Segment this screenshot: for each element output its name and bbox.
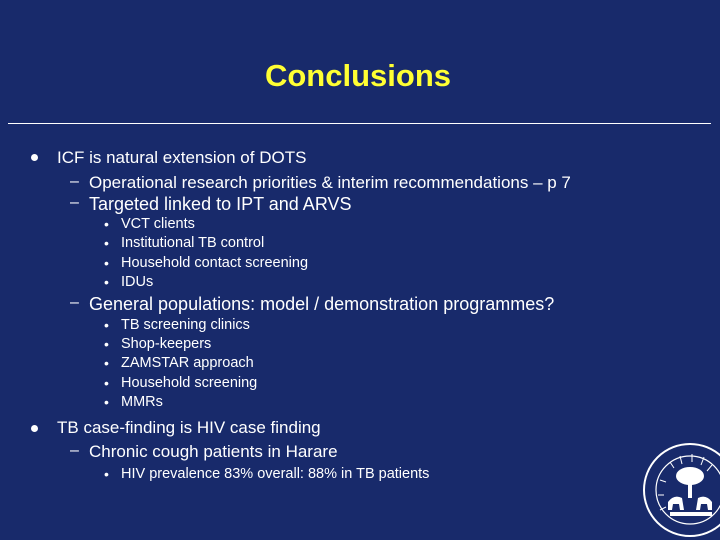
bullet-icon xyxy=(31,425,38,432)
dot-marker: • xyxy=(104,216,109,232)
sub-general-populations: General populations: model / demonstration programmes? xyxy=(89,294,555,314)
dot-marker: • xyxy=(104,375,109,391)
dash-marker: – xyxy=(70,194,79,211)
bullet-icf: ICF is natural extension of DOTS xyxy=(57,148,307,167)
item-institutional-tb: Institutional TB control xyxy=(121,235,265,251)
dot-marker: • xyxy=(104,394,109,410)
dot-marker: • xyxy=(104,235,109,251)
item-household-contact: Household contact screening xyxy=(121,255,309,271)
university-seal-icon xyxy=(640,440,720,540)
bullet-icon xyxy=(31,154,38,161)
item-mmrs: MMRs xyxy=(121,394,163,410)
sub-operational-research: Operational research priorities & interim recommendations – p 7 xyxy=(89,173,571,192)
sub-chronic-cough: Chronic cough patients in Harare xyxy=(89,442,338,461)
dot-marker: • xyxy=(104,255,109,271)
item-hiv-prevalence: HIV prevalence 83% overall: 88% in TB patients xyxy=(121,466,430,482)
dash-marker: – xyxy=(70,173,79,190)
item-household-screening: Household screening xyxy=(121,375,258,391)
slide-title: Conclusions xyxy=(264,58,451,93)
dot-marker: • xyxy=(104,355,109,371)
dot-marker: • xyxy=(104,274,109,290)
dash-marker: – xyxy=(70,294,79,311)
sub-targeted: Targeted linked to IPT and ARVS xyxy=(89,194,352,214)
dot-marker: • xyxy=(104,317,109,333)
dot-marker: • xyxy=(104,336,109,352)
item-tb-screening: TB screening clinics xyxy=(121,317,250,333)
item-vct-clients: VCT clients xyxy=(121,216,195,232)
item-shop-keepers: Shop-keepers xyxy=(121,336,212,352)
title-divider xyxy=(8,123,711,124)
item-idus: IDUs xyxy=(121,274,154,290)
item-zamstar: ZAMSTAR approach xyxy=(121,355,254,371)
dot-marker: • xyxy=(104,466,109,482)
bullet-tb-case-finding: TB case-finding is HIV case finding xyxy=(57,418,321,437)
dash-marker: – xyxy=(70,442,79,459)
